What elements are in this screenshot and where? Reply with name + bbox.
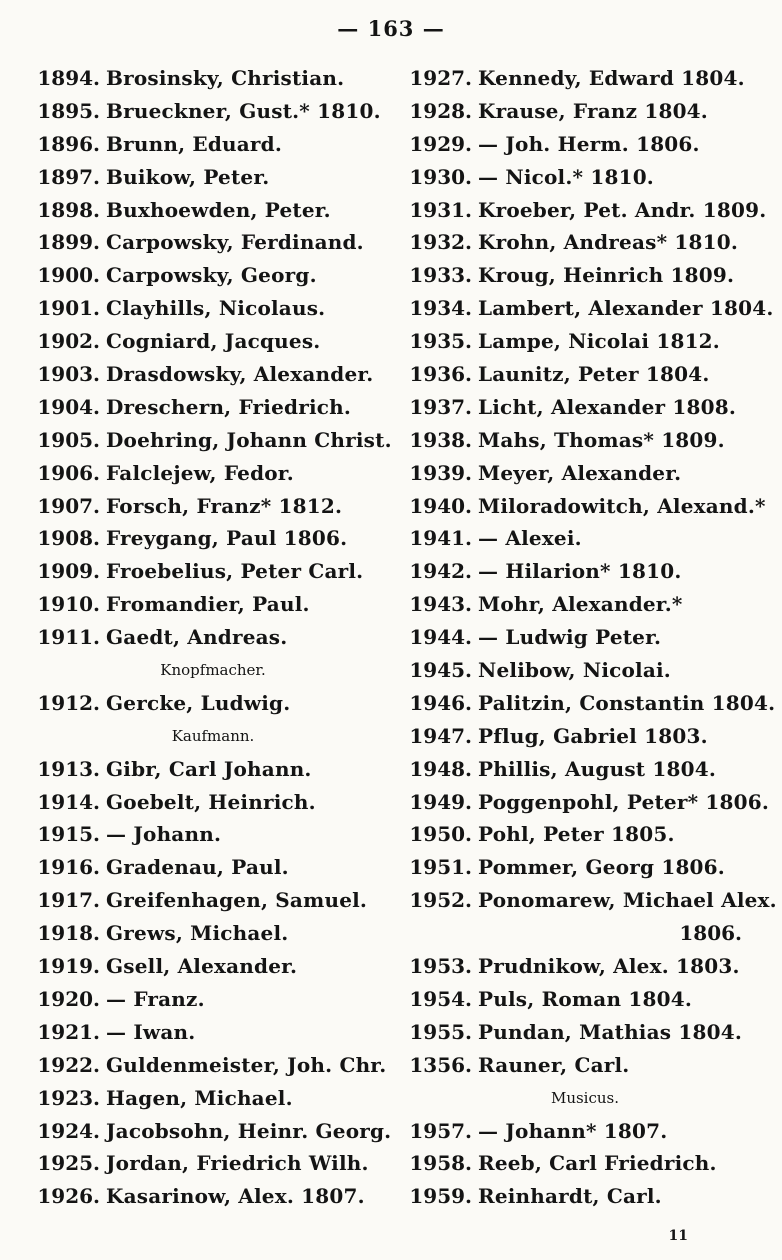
list-entry [400, 194, 770, 227]
list-entry [28, 259, 398, 292]
entry-number: 1943. [409, 592, 472, 617]
right-column [400, 62, 777, 1213]
list-entry [28, 687, 398, 720]
entry-name: Buxhoewden, Peter. [106, 197, 331, 222]
entry-number: 1949. [409, 789, 472, 814]
entry-name: Meyer, Alexander. [478, 460, 682, 485]
entry-number: 1924. [37, 1118, 100, 1143]
entry-number: 1913. [37, 756, 100, 781]
list-entry [400, 588, 770, 621]
entry-name: Buikow, Peter. [106, 164, 270, 189]
list-entry [400, 818, 770, 851]
entry-number: 1959. [409, 1184, 472, 1209]
list-entry [400, 161, 770, 194]
entry-name: Jacobsohn, Heinr. Georg. [106, 1118, 392, 1143]
entry-number: 1948. [409, 756, 472, 781]
entry-name: Forsch, Franz* 1812. [106, 493, 343, 518]
entry-name: Gaedt, Andreas. [106, 625, 288, 650]
list-entry [28, 424, 398, 457]
list-entry [28, 950, 398, 983]
list-entry [400, 1016, 770, 1049]
entry-name: Gercke, Ludwig. [106, 690, 291, 715]
entry-number: 1954. [409, 986, 472, 1011]
list-entry [400, 358, 770, 391]
list-entry [400, 621, 770, 654]
entry-name: Freygang, Paul 1806. [106, 526, 348, 551]
entry-number: 1940. [409, 493, 472, 518]
entry-name: Grews, Michael. [106, 921, 289, 946]
list-entry [400, 687, 776, 720]
list-entry [28, 292, 398, 325]
entry-number: 1928. [409, 98, 472, 123]
entry-name: Falclejew, Fedor. [106, 460, 294, 485]
entry-name: Prudnikow, Alex. 1803. [478, 954, 740, 979]
entry-name: Clayhills, Nicolaus. [106, 296, 326, 321]
entry-name: Fromandier, Paul. [106, 592, 310, 617]
list-entry [28, 95, 398, 128]
entry-number: 1955. [409, 1019, 472, 1044]
entry-name: Krohn, Andreas* 1810. [478, 230, 739, 255]
entry-name: Carpowsky, Ferdinand. [106, 230, 364, 255]
entry-name: Dreschern, Friedrich. [106, 394, 352, 419]
entry-name: — Johann. [106, 822, 222, 847]
entry-number: 1947. [409, 723, 472, 748]
entry-number: 1895. [37, 98, 100, 123]
list-entry [28, 62, 398, 95]
entry-name: Jordan, Friedrich Wilh. [106, 1151, 369, 1176]
entry-number: 1935. [409, 329, 472, 354]
list-entry [28, 851, 398, 884]
entry-number: 1936. [409, 362, 472, 387]
list-entry [400, 95, 770, 128]
entry-number: 1958. [409, 1151, 472, 1176]
entry-name: — Joh. Herm. 1806. [478, 131, 700, 156]
entry-number: 1946. [409, 690, 472, 715]
entry-name: Mahs, Thomas* 1809. [478, 427, 725, 452]
list-entry [28, 161, 398, 194]
entry-name: Pommer, Georg 1806. [478, 855, 725, 880]
entry-number: 1933. [409, 263, 472, 288]
entry-number: 1934. [409, 296, 472, 321]
entry-name: Lambert, Alexander 1804. [478, 296, 774, 321]
list-entry [28, 588, 398, 621]
entry-number: 1939. [409, 460, 472, 485]
entry-name: Reinhardt, Carl. [478, 1184, 662, 1209]
entry-number: 1925. [37, 1151, 100, 1176]
entry-name: — Johann* 1807. [478, 1118, 668, 1143]
entry-name: — Nicol.* 1810. [478, 164, 654, 189]
entry-note: Musicus. [550, 1088, 620, 1107]
entry-name: — Franz. [106, 986, 205, 1011]
list-entry [400, 226, 770, 259]
entry-number: 1922. [37, 1052, 100, 1077]
entry-name: — Ludwig Peter. [478, 625, 662, 650]
entry-note: Kaufmann. [171, 726, 255, 745]
entry-number: 1944. [409, 625, 472, 650]
entry-name: Lampe, Nicolai 1812. [478, 329, 720, 354]
entry-name: Cogniard, Jacques. [106, 329, 321, 354]
entry-name: Rauner, Carl. [478, 1052, 630, 1077]
entry-number: 1921. [37, 1019, 100, 1044]
entry-number: 1952. [409, 888, 472, 913]
list-entry [400, 1115, 770, 1148]
page-number: — 163 — [337, 16, 445, 41]
list-entry [400, 292, 774, 325]
entry-number: 1942. [409, 559, 472, 584]
entry-name: Kasarinow, Alex. 1807. [106, 1184, 365, 1209]
entry-name: Froebelius, Peter Carl. [106, 559, 364, 584]
entry-name: Drasdowsky, Alexander. [106, 362, 374, 387]
list-entry [28, 490, 398, 523]
list-entry [400, 884, 777, 917]
list-entry [28, 522, 398, 555]
entry-name: — Alexei. [478, 526, 582, 551]
entry-name: Reeb, Carl Friedrich. [478, 1151, 717, 1176]
entry-number: 1929. [409, 131, 472, 156]
list-entry [400, 1049, 770, 1082]
list-entry [400, 128, 770, 161]
entry-number: 1907. [37, 493, 100, 518]
entry-number: 1898. [37, 197, 100, 222]
list-entry [28, 1115, 398, 1148]
entry-number: 1911. [37, 625, 100, 650]
entry-name: — Hilarion* 1810. [478, 559, 682, 584]
list-entry [400, 555, 770, 588]
entry-number: 1917. [37, 888, 100, 913]
list-entry [400, 522, 770, 555]
list-entry [400, 391, 770, 424]
entry-number: 1900. [37, 263, 100, 288]
entry-number: 1927. [409, 66, 472, 90]
entry-name: Palitzin, Constantin 1804. [478, 690, 776, 715]
entry-number: 1918. [37, 921, 100, 946]
entry-name: Doehring, Johann Christ. [106, 427, 392, 452]
entry-name: Poggenpohl, Peter* 1806. [478, 789, 770, 814]
entry-number: 1899. [37, 230, 100, 255]
entry-number: 1904. [37, 394, 100, 419]
entry-number: 1903. [37, 362, 100, 387]
list-entry [400, 259, 770, 292]
entry-name: Pflug, Gabriel 1803. [478, 723, 708, 748]
entry-number: 1908. [37, 526, 100, 551]
list-entry [400, 786, 770, 819]
entry-number: 1912. [37, 690, 100, 715]
list-entry [28, 391, 398, 424]
list-entry [400, 654, 770, 687]
entry-name: Pohl, Peter 1805. [478, 822, 675, 847]
list-entry [400, 983, 770, 1016]
list-entry [28, 1147, 398, 1180]
list-entry [28, 555, 398, 588]
entry-name: Brunn, Eduard. [106, 131, 283, 156]
entry-name: Hagen, Michael. [106, 1085, 293, 1110]
list-entry [400, 62, 770, 95]
list-entry [400, 1180, 770, 1213]
entry-number: 1356. [409, 1052, 472, 1077]
entry-number: 1938. [409, 427, 472, 452]
entry-number: 1902. [37, 329, 100, 354]
list-entry [400, 325, 770, 358]
entry-number: 1915. [37, 822, 100, 847]
entry-name: Puls, Roman 1804. [478, 986, 692, 1011]
list-entry [28, 226, 398, 259]
list-entry [400, 720, 770, 753]
entry-name: Mohr, Alexander.* [478, 592, 683, 617]
entry-name: Kroeber, Pet. Andr. 1809. [478, 197, 767, 222]
list-entry [28, 358, 398, 391]
entry-name: Kroug, Heinrich 1809. [478, 263, 735, 288]
entry-name: Brueckner, Gust.* 1810. [106, 98, 381, 123]
entry-name: — Iwan. [106, 1019, 196, 1044]
entry-number: 1932. [409, 230, 472, 255]
entry-number: 1945. [409, 658, 472, 683]
list-entry [400, 753, 770, 786]
entry-name: Kennedy, Edward 1804. [478, 66, 745, 90]
entry-name: Greifenhagen, Samuel. [106, 888, 368, 913]
list-entry [28, 1016, 398, 1049]
entry-number: 1930. [409, 164, 472, 189]
left-column [28, 62, 398, 1213]
list-entry [400, 950, 770, 983]
list-entry [400, 490, 770, 523]
entry-number: 1906. [37, 460, 100, 485]
entry-number: 1953. [409, 954, 472, 979]
entry-name: Krause, Franz 1804. [478, 98, 708, 123]
entry-name: Gradenau, Paul. [106, 855, 289, 880]
entry-continuation: 1806. [679, 921, 742, 946]
entry-number: 1931. [409, 197, 472, 222]
list-entry [28, 818, 398, 851]
entry-number: 1894. [37, 66, 100, 90]
entry-name: Licht, Alexander 1808. [478, 394, 737, 419]
list-entry [28, 917, 398, 950]
list-entry [28, 457, 398, 490]
entry-name: Gibr, Carl Johann. [106, 756, 312, 781]
entry-number: 1916. [37, 855, 100, 880]
list-entry [28, 983, 398, 1016]
list-entry [28, 786, 398, 819]
entry-number: 1923. [37, 1085, 100, 1110]
entry-name: Launitz, Peter 1804. [478, 362, 710, 387]
entry-number: 1950. [409, 822, 472, 847]
entry-number: 1896. [37, 131, 100, 156]
entry-number: 1897. [37, 164, 100, 189]
entry-number: 1957. [409, 1118, 472, 1143]
entry-name: Brosinsky, Christian. [106, 66, 345, 90]
entry-number: 1951. [409, 855, 472, 880]
entry-note: Knopfmacher. [160, 661, 266, 680]
list-entry [28, 128, 398, 161]
list-entry [400, 457, 770, 490]
entry-number: 1926. [37, 1184, 100, 1209]
list-entry [400, 1147, 770, 1180]
list-entry [28, 325, 398, 358]
list-entry [28, 1082, 398, 1115]
entry-number: 1941. [409, 526, 472, 551]
list-entry [28, 1049, 398, 1082]
entry-number: 1919. [37, 954, 100, 979]
entry-name: Carpowsky, Georg. [106, 263, 317, 288]
entry-number: 1901. [37, 296, 100, 321]
signature-mark: 11 [668, 1228, 688, 1244]
entry-name: Goebelt, Heinrich. [106, 789, 316, 814]
entry-name: Pundan, Mathias 1804. [478, 1019, 743, 1044]
list-entry [28, 753, 398, 786]
list-entry [28, 621, 398, 654]
entry-number: 1905. [37, 427, 100, 452]
entry-number: 1914. [37, 789, 100, 814]
entry-number: 1937. [409, 394, 472, 419]
entry-number: 1910. [37, 592, 100, 617]
entry-number: 1920. [37, 986, 100, 1011]
entry-name: Phillis, August 1804. [478, 756, 717, 781]
list-entry [28, 1180, 398, 1213]
entry-name: Nelibow, Nicolai. [478, 658, 671, 683]
entry-name: Gsell, Alexander. [106, 954, 298, 979]
list-entry [28, 194, 398, 227]
list-entry [400, 851, 770, 884]
entry-number: 1909. [37, 559, 100, 584]
entry-name: Guldenmeister, Joh. Chr. [106, 1052, 387, 1077]
entry-name: Miloradowitch, Alexand.* [478, 493, 766, 518]
list-entry [28, 884, 398, 917]
list-entry [400, 424, 770, 457]
entry-name: Ponomarew, Michael Alex. [478, 888, 777, 913]
